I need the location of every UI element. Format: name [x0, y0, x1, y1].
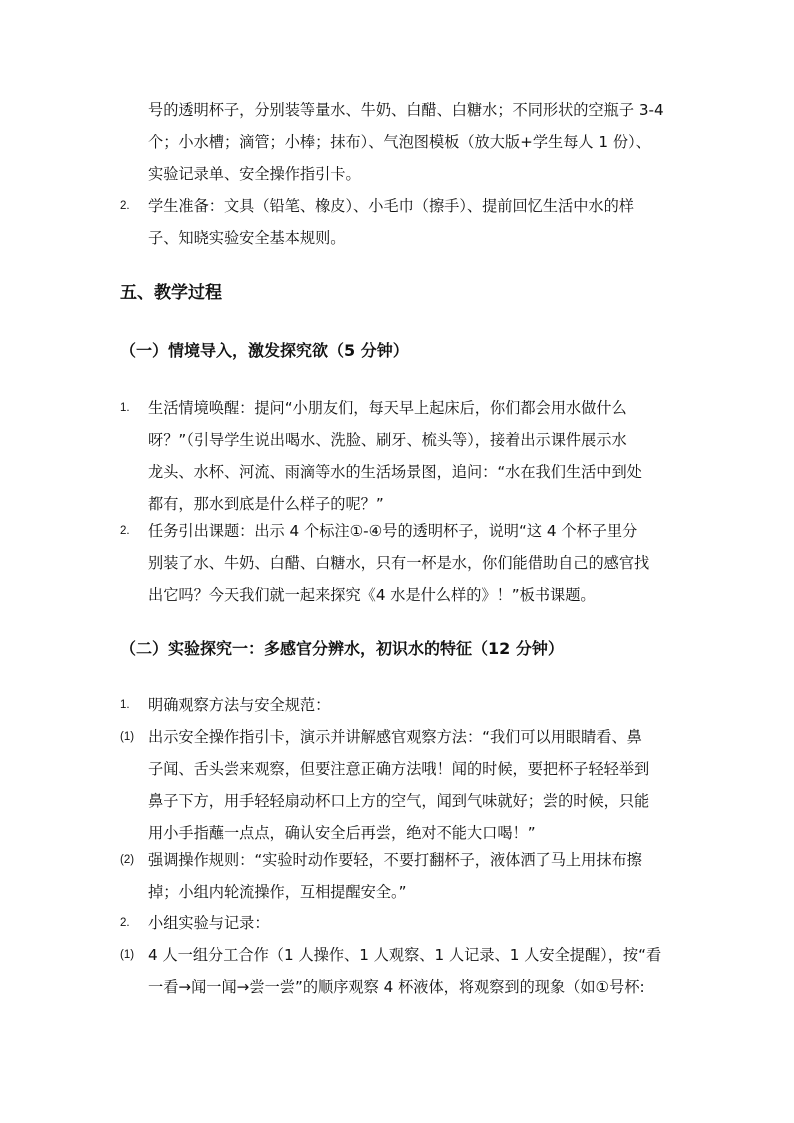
- paragraph-line: 用小手指蘸一点点，确认安全后再尝，绝对不能大口喝！”: [148, 824, 536, 842]
- paragraph-line: 明确观察方法与安全规范：: [148, 696, 331, 714]
- paragraph-line: 鼻子下方，用手轻轻扇动杯口上方的空气，闻到气味就好；尝的时候，只能: [148, 792, 650, 810]
- paragraph-line: 一看→闻一闻→尝一尝”的顺序观察 4 杯液体，将观察到的现象（如①号杯:: [148, 978, 645, 996]
- paragraph-line: 4 人一组分工合作（1 人操作、1 人观察、1 人记录、1 人安全提醒），按“看: [148, 946, 662, 964]
- materials-line-1: 号的透明杯子，分别装等量水、牛奶、白醋、白糖水；不同形状的空瓶子 3-4: [148, 101, 664, 119]
- subsection-heading: （一）情境导入，激发探究欲（5 分钟）: [120, 341, 409, 360]
- paragraph-line: 出它吗？今天我们就一起来探究《4 水是什么样的》！”板书课题。: [148, 586, 596, 604]
- list-number: 1.: [120, 699, 130, 711]
- list-number: 2.: [120, 200, 130, 212]
- materials-line-3: 实验记录单、安全操作指引卡。: [148, 165, 361, 183]
- paragraph-line: 强调操作规则：“实验时动作要轻，不要打翻杯子，液体洒了马上用抹布擦: [148, 851, 642, 869]
- subsection-heading: （二）实验探究一：多感官分辨水，初识水的特征（12 分钟）: [120, 639, 564, 658]
- paragraph-line: 任务引出课题：出示 4 个标注①-④号的透明杯子，说明“这 4 个杯子里分: [148, 522, 638, 540]
- paragraph-line: 都有，那水到底是什么样子的呢？”: [148, 495, 384, 513]
- paragraph-line: 小组实验与记录：: [148, 914, 270, 932]
- paragraph-line: 呀？”（引导学生说出喝水、洗脸、刷牙、梳头等），接着出示课件展示水: [148, 431, 627, 449]
- paragraph-line: 别装了水、牛奶、白醋、白糖水，只有一杯是水，你们能借助自己的感官找: [148, 554, 650, 572]
- paragraph-line: 生活情境唤醒：提问“小朋友们，每天早上起床后，你们都会用水做什么: [148, 399, 627, 417]
- list-number: 2.: [120, 917, 130, 929]
- list-number: (1): [120, 949, 135, 961]
- paragraph-line: 出示安全操作指引卡，演示并讲解感官观察方法：“我们可以用眼睛看、鼻: [148, 728, 642, 746]
- paragraph-line: 掉；小组内轮流操作，互相提醒安全。”: [148, 883, 407, 901]
- materials-line-2: 个；小水槽；滴管；小棒；抹布）、气泡图模板（放大版+学生每人 1 份）、: [148, 133, 651, 151]
- paragraph-line: 龙头、水杯、河流、雨滴等水的生活场景图，追问：“水在我们生活中到处: [148, 463, 642, 481]
- section-heading: 五、教学过程: [120, 283, 222, 303]
- student-prep-line-2: 子、知晓实验安全基本规则。: [148, 229, 346, 247]
- list-number: 1.: [120, 402, 130, 414]
- list-number: (1): [120, 731, 135, 743]
- list-number: (2): [120, 854, 135, 866]
- student-prep-line-1: 学生准备：文具（铅笔、橡皮）、小毛巾（擦手）、提前回忆生活中水的样: [148, 197, 634, 215]
- list-number: 2.: [120, 525, 130, 537]
- paragraph-line: 子闻、舌头尝来观察，但要注意正确方法哦！闻的时候，要把杯子轻轻举到: [148, 760, 650, 778]
